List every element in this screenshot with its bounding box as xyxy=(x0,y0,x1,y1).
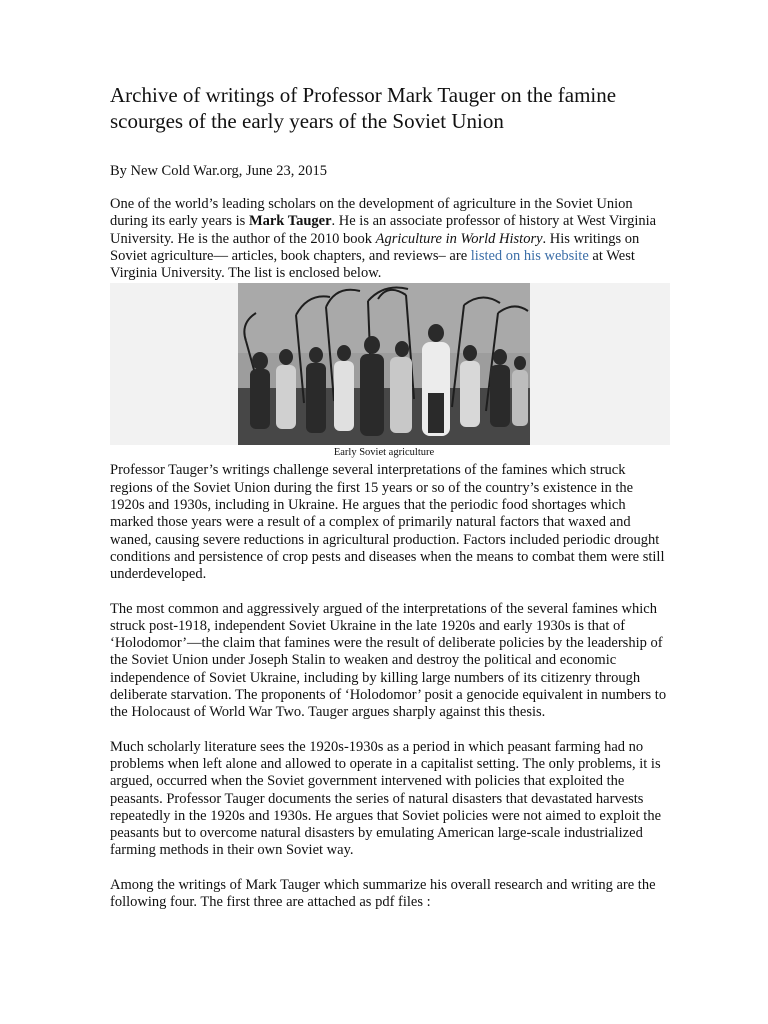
website-link[interactable]: listed on his website xyxy=(470,247,589,264)
author-name: Mark Tauger xyxy=(248,213,332,230)
article xyxy=(110,82,670,911)
paragraph-3: Much scholarly literature sees the 1920s-1930s as a period in which peasant farming had no problems when left alone and allowed to operate in a capitalist setting. The only problems, it is argued, occurred when the Soviet government intervened with policies that exploited the peasants. Professor Tauger documents the series of natural disasters that devastated harvests repeatedly in the 1920s and 1930s. He argues that Soviet policies were not aimed to exploit the peasants but to overcome natural disasters by emulating American large-scale industrialized farming methods in their own Soviet way. xyxy=(110,738,661,859)
photo-band xyxy=(110,283,670,445)
intro-text-4: at West Virginia University. The list is enclosed below. xyxy=(110,247,635,282)
photo-caption: Early Soviet agriculture xyxy=(333,447,435,459)
agriculture-photo xyxy=(238,283,530,445)
intro-text-3: . His writings on Soviet agriculture— articles, book chapters, and reviews– are xyxy=(110,230,640,264)
photo-illustration xyxy=(238,283,530,445)
article-title: Archive of writings of Professor Mark Tauger on the famine scourges of the early years of the Soviet Union xyxy=(110,83,617,133)
intro-text-1: One of the world’s leading scholars on the development of agriculture in the Soviet Union during its early years is xyxy=(110,196,633,230)
intro-paragraph xyxy=(110,196,670,282)
paragraph-1: Professor Tauger’s writings challenge several interpretations of the famines which struck regions of the Soviet Union during the first 15 years or so of the country’s existence in the 1920s and 1930s, including in Ukraine. He argues that the periodic food shortages which marked those years were a result of a complex of primarily natural factors that waxed and waned, causing severe reductions in agricultural production. Factors included periodic drought conditions and persistence of crop pests and diseases when the means to combat them were still underdeveloped. xyxy=(110,462,665,583)
paragraph-4: Among the writings of Mark Tauger which summarize his overall research and writing are the following four. The first three are attached as pdf files : xyxy=(110,876,656,911)
intro-text-2: . He is an associate professor of history at West Virginia University. He is the author of the 2010 book xyxy=(110,213,657,247)
book-title: Agriculture in World History xyxy=(375,230,543,247)
byline: By New Cold War.org, June 23, 2015 xyxy=(110,163,327,179)
paragraph-2: The most common and aggressively argued of the interpretations of the several famines which struck post-1918, independent Soviet Ukraine in the late 1920s and early 1930s is that of ‘Holodomor’—the claim that famines were the result of deliberate policies by the leadership of the Soviet Union under Joseph Stalin to weaken and destroy the political and economic independence of Soviet Ukraine, including by killing large numbers of its citizenry through deliberate starvation. The proponents of ‘Holodomor’ posit a genocide equivalent in numbers to the Holocaust of World War Two. Tauger argues sharply against this thesis. xyxy=(110,600,667,721)
